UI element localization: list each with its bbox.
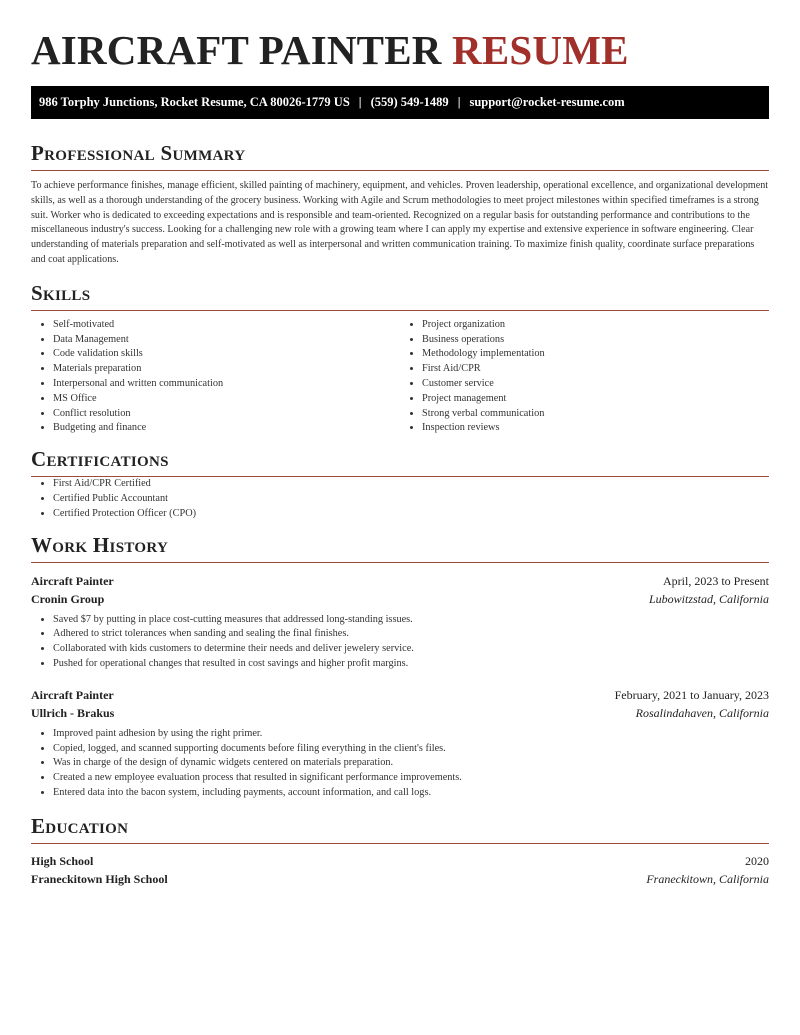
job-company: Cronin Group — [31, 591, 105, 606]
job-bullet: • Entered data into the bacon system, including payments, account information, and call logs. — [53, 786, 769, 801]
section-heading-education: Education — [31, 814, 769, 844]
education-location: Franeckitown, California — [646, 871, 769, 886]
job-bullet: • Collaborated with kids customers to determine their needs and deliver jewelery service. — [53, 642, 769, 657]
job-bullets — [31, 727, 769, 801]
job-bullet: • Created a new employee evaluation process that resulted in significant performance improvements. — [53, 771, 769, 786]
contact-separator: | — [457, 95, 461, 109]
certification-item: • First Aid/CPR Certified — [53, 477, 769, 492]
contact-bar — [31, 86, 769, 119]
skills-list-left — [31, 318, 400, 436]
job-dates: February, 2021 to January, 2023 — [614, 687, 769, 702]
education-degree: High School — [31, 853, 94, 868]
section-heading-summary: Professional Summary — [31, 141, 769, 171]
skills-list-right — [400, 318, 769, 436]
job-dates: April, 2023 to Present — [663, 573, 769, 588]
job-bullet: • Copied, logged, and scanned supporting documents before filing everything in the client's files. — [53, 742, 769, 757]
skill-item: • Self-motivated — [53, 318, 400, 333]
job-bullet: • Was in charge of the design of dynamic widgets centered on materials preparation. — [53, 756, 769, 771]
contact-separator: | — [358, 95, 362, 109]
section-heading-work-history: Work History — [31, 533, 769, 563]
contact-email[interactable]: support@rocket-resume.com — [469, 95, 625, 109]
skill-item: • Project organization — [422, 318, 769, 333]
job-company-row — [31, 590, 769, 608]
contact-address: 986 Torphy Junctions, Rocket Resume, CA 80026-1779 US — [39, 95, 350, 109]
resume-title — [31, 0, 769, 86]
skill-item: • Code validation skills — [53, 347, 400, 362]
skill-item: • MS Office — [53, 392, 400, 407]
title-accent: RESUME — [452, 27, 629, 73]
skill-item: • Data Management — [53, 333, 400, 348]
job-title-row — [31, 686, 769, 704]
skill-item: • Methodology implementation — [422, 347, 769, 362]
skill-item: • Customer service — [422, 377, 769, 392]
job-title: Aircraft Painter — [31, 573, 114, 588]
section-heading-certifications: Certifications — [31, 447, 769, 477]
job-company-row — [31, 704, 769, 722]
education-school: Franeckitown High School — [31, 871, 168, 886]
summary-text: To achieve performance finishes, manage efficient, skilled painting of machinery, equipment, and vehicles. Proven leadership, operational excellence, and organizational development skills, as well as a thorough understanding of the grocery business. Working with Agile and Scrum methodologies to meet project milestones within specified timeframes is a strong suit. Worker who is dedicated to exceeding expectations and is responsible and team-oriented. Recognized on a regular basis for outstanding performance and contributions to the miscellaneous industry's success. Looking for a challenging new role with a growing team where I can apply my expertise and extensive experience in software engineering. Clear understanding of materials preparation and self-motivated as well as interpersonal and written communication training. To maximize finish quality, coordinate surface preparations and coat applications. — [31, 180, 769, 265]
skill-item: • Business operations — [422, 333, 769, 348]
skill-item: • Inspection reviews — [422, 421, 769, 436]
education-entry — [31, 852, 769, 888]
job-location: Lubowitzstad, California — [648, 591, 769, 606]
job-title: Aircraft Painter — [31, 687, 114, 702]
job-bullet: • Adhered to strict tolerances when sanding and sealing the final finishes. — [53, 627, 769, 642]
job-entry — [31, 686, 769, 801]
certification-item: • Certified Protection Officer (CPO) — [53, 507, 769, 522]
job-bullet: • Saved $7 by putting in place cost-cutting measures that addressed long-standing issues. — [53, 613, 769, 628]
skill-item: • Strong verbal communication — [422, 407, 769, 422]
skill-item: • First Aid/CPR — [422, 362, 769, 377]
job-entry — [31, 572, 769, 672]
skill-item: • Budgeting and finance — [53, 421, 400, 436]
education-degree-row — [31, 852, 769, 870]
job-bullets — [31, 613, 769, 672]
contact-phone[interactable]: (559) 549-1489 — [370, 95, 449, 109]
certification-item: • Certified Public Accountant — [53, 492, 769, 507]
education-school-row — [31, 870, 769, 888]
job-location: Rosalindahaven, California — [635, 705, 769, 720]
section-heading-skills: Skills — [31, 281, 769, 311]
certifications-list — [31, 477, 769, 521]
skills-columns — [31, 318, 769, 436]
skill-item: • Conflict resolution — [53, 407, 400, 422]
skill-item: • Interpersonal and written communication — [53, 377, 400, 392]
job-title-row — [31, 572, 769, 590]
job-company: Ullrich - Brakus — [31, 705, 115, 720]
skill-item: • Materials preparation — [53, 362, 400, 377]
job-bullet: • Improved paint adhesion by using the right primer. — [53, 727, 769, 742]
skill-item: • Project management — [422, 392, 769, 407]
title-main: AIRCRAFT PAINTER — [31, 27, 442, 73]
education-year: 2020 — [745, 853, 769, 868]
job-bullet: • Pushed for operational changes that resulted in cost savings and higher profit margins. — [53, 657, 769, 672]
